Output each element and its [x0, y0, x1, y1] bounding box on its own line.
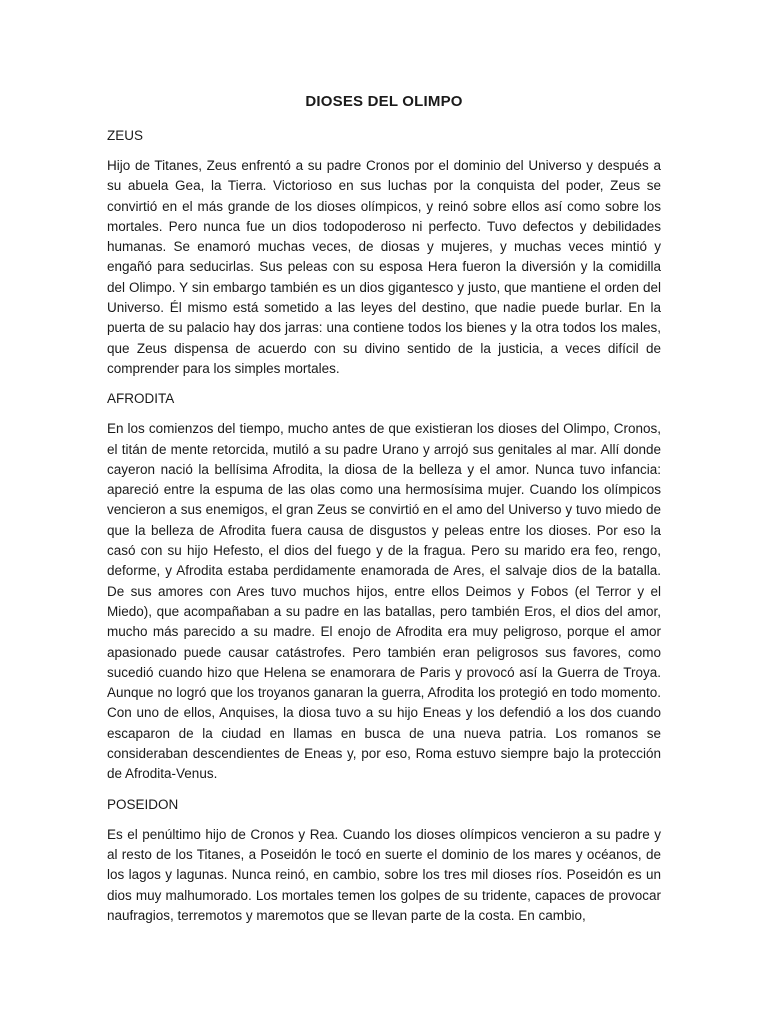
- section-heading: POSEIDON: [107, 796, 179, 812]
- section-heading: AFRODITA: [107, 391, 175, 407]
- section-paragraph: Es el penúltimo hijo de Cronos y Rea. Cuando los dioses olímpicos vencieron a su padre y al resto de los Titanes, a Poseidón le tocó en suerte el dominio de los mares y océanos, de los lagos y lagunas. Nunca reinó, en cambio, sobre los tres mil dioses ríos. Poseidón es un dios muy malhumorado. Los mortales temen los golpes de su tridente, capaces de provocar naufragios, terremotos y maremotos que se llevan parte de la costa. En cambio,: [107, 826, 661, 923]
- section-afrodita: [107, 389, 661, 784]
- section-heading: ZEUS: [107, 128, 144, 143]
- section-poseidon: [107, 795, 661, 926]
- document-page: [107, 92, 661, 936]
- section-paragraph: Hijo de Titanes, Zeus enfrentó a su padre Cronos por el dominio del Universo y después a su abuela Gea, la Tierra. Victorioso en sus luchas por la conquista del poder, Zeus se convirtió en el más grande de los dioses olímpicos, y reinó sobre ellos así como sobre los mortales. Pero nunca fue un dios todopoderoso ni perfecto. Tuvo defectos y debilidades humanas. Se enamoró muchas veces, de diosas y mujeres, y muchas veces mintió y engañó para seducirlas. Sus peleas con su esposa Hera fueron la diversión y la comidilla del Olimpo. Y sin embargo también es un dios gigantesco y justo, que mantiene el orden del Universo. Él mismo está sometido a las leyes del destino, que nadie puede burlar. En la puerta de su palacio hay dos jarras: una contiene todos los bienes y la otra todos los males, que Zeus dispensa de acuerdo con su divino sentido de la justicia, a veces difícil de comprender para los simples mortales.: [107, 158, 661, 376]
- document-title: DIOSES DEL OLIMPO: [305, 93, 463, 110]
- section-zeus: [107, 126, 661, 379]
- section-paragraph: En los comienzos del tiempo, mucho antes de que existieran los dioses del Olimpo, Cronos, el titán de mente retorcida, mutiló a su padre Urano y arrojó sus genitales al mar. Allí donde cayeron nació la bellísima Afrodita, la diosa de la belleza y el amor. Nunca tuvo infancia: apareció entre la espuma de las olas como una hermosísima mujer. Cuando los olímpicos vencieron a sus enemigos, el gran Zeus se convirtió en el amo del Universo y tuvo miedo de que la belleza de Afrodita fuera causa de disgustos y peleas entre los dioses. Por eso la casó con su hijo Hefesto, el dios del fuego y de la fragua. Pero su marido era feo, rengo, deforme, y Afrodita estaba perdidamente enamorada de Ares, el salvaje dios de la batalla. De sus amores con Ares tuvo muchos hijos, entre ellos Deimos y Fobos (el Terror y el Miedo), que acompañaban a su padre en las batallas, pero también Eros, el dios del amor, mucho más parecido a su madre. El enojo de Afrodita era muy peligroso, porque el amor apasionado puede causar catástrofes. Pero también eran peligrosos sus favores, como sucedió cuando hizo que Helena se enamorara de Paris y provocó así la Guerra de Troya. Aunque no logró que los troyanos ganaran la guerra, Afrodita los protegió en todo momento. Con uno de ellos, Anquises, la diosa tuvo a su hijo Eneas y los defendió a los dos cuando escaparon de la ciudad en llamas en busca de una nueva patria. Los romanos se consideraban descendientes de Eneas y, por eso, Roma estuvo siempre bajo la protección de Afrodita-Venus.: [107, 421, 661, 782]
